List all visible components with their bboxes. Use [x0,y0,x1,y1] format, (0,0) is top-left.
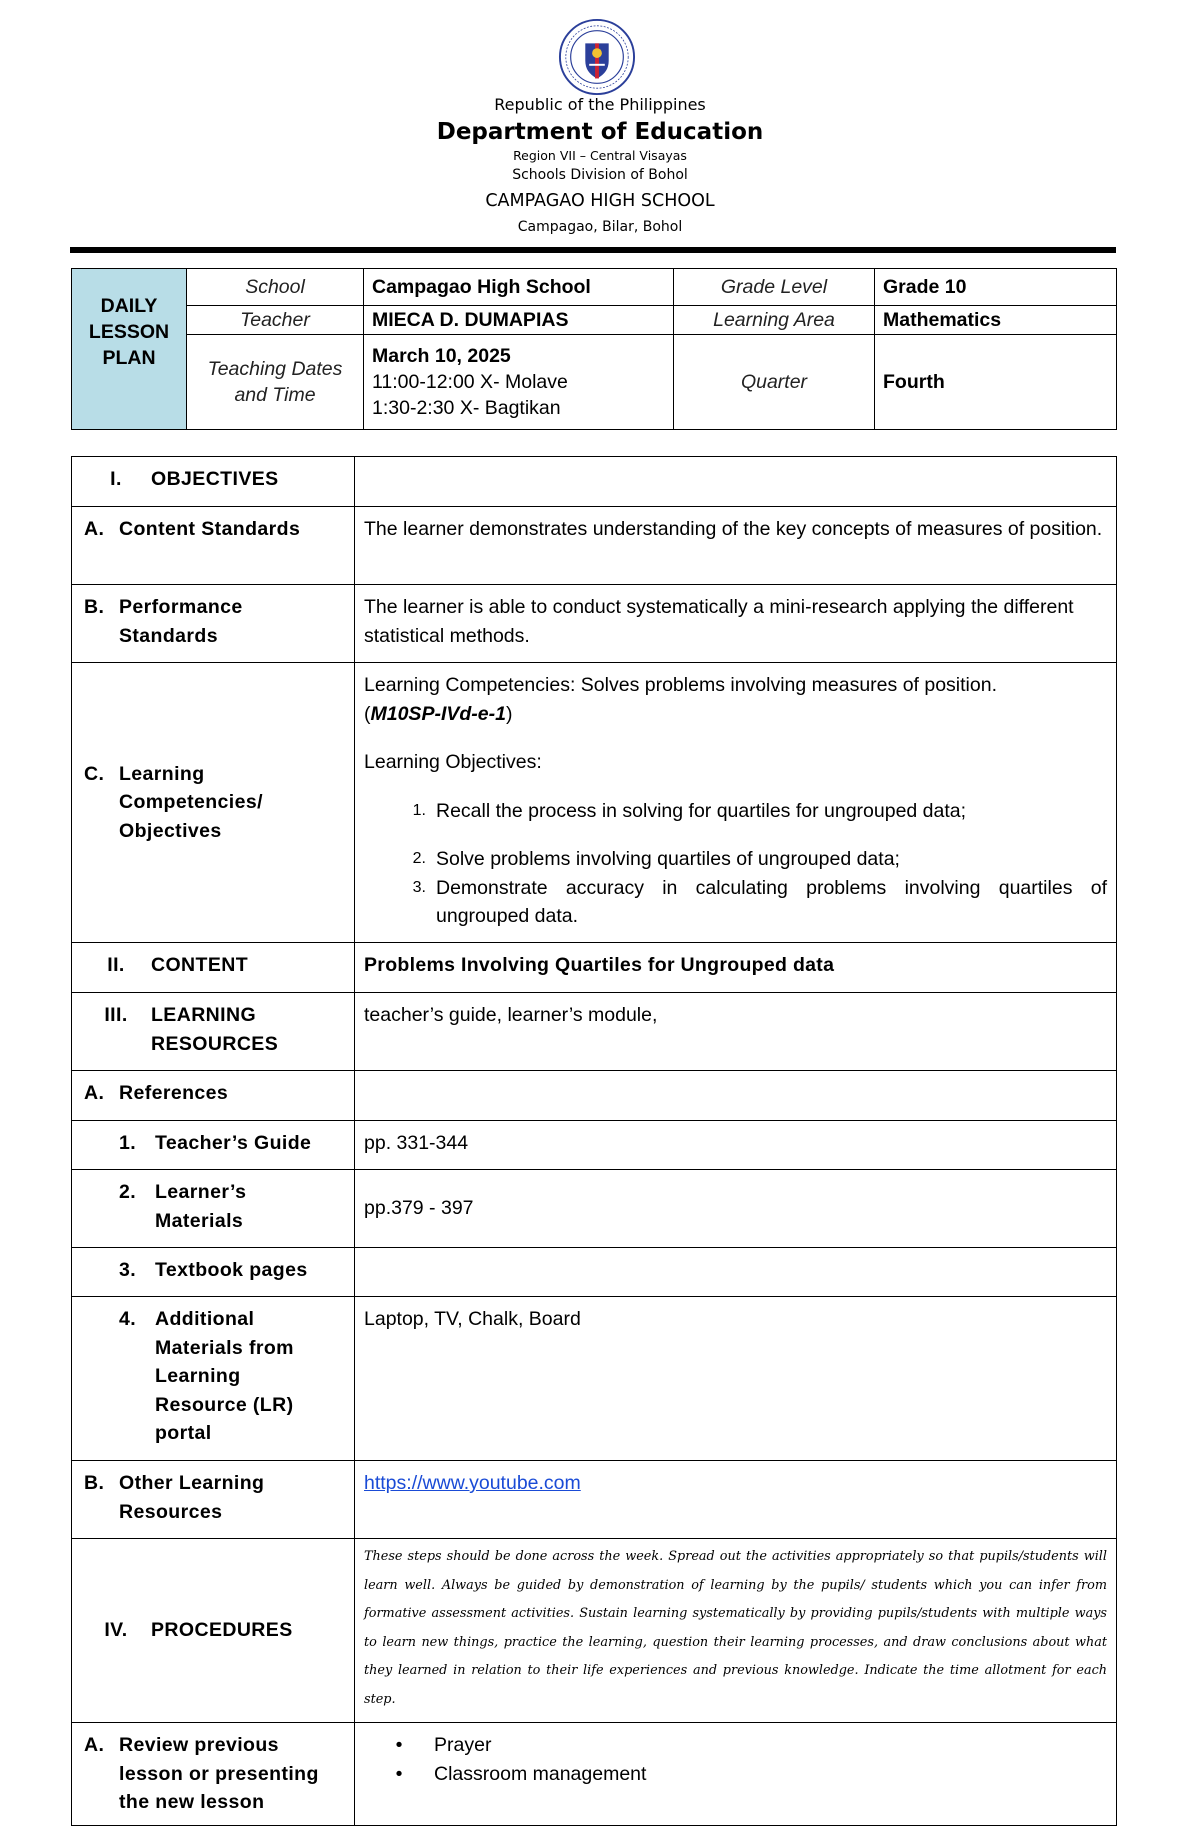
competencies-value [355,663,1117,943]
objective-number: 1. [412,801,426,819]
section-label: Teacher’s Guide [155,1132,312,1154]
objective-item [364,845,1107,874]
additional-materials-value: Laptop, TV, Chalk, Board [355,1297,1117,1461]
section-number: 3. [119,1259,137,1281]
section-label-line: Other Learning [119,1472,265,1494]
dlp-title-line: DAILY [100,295,158,317]
division-line: Schools Division of Bohol [512,167,688,183]
learning-area-value: Mathematics [875,306,1117,335]
learners-materials-heading [72,1170,355,1248]
code-open: ( [364,702,371,725]
objective-number: 2. [412,850,426,867]
section-label-line: Learning [119,762,205,785]
content-standards-heading [72,507,355,585]
school-value: Campagao High School [364,269,674,306]
objectives-heading-text: Learning Objectives: [364,751,542,773]
section-label-line: Additional [155,1308,255,1330]
section-label-line: Learner’s [155,1181,247,1203]
objective-text: Solve problems involving quartiles of ungrouped data; [436,848,900,870]
school-address: Campagao, Bilar, Bohol [517,219,683,235]
grade-level-value: Grade 10 [875,269,1117,306]
grade-level-label: Grade Level [674,269,875,306]
lesson-plan-table [71,456,1117,1826]
objective-text: Recall the process in solving for quartiles for ungrouped data; [436,799,967,822]
table-row [72,457,1117,507]
section-number: B. [84,596,105,618]
quarter-label: Quarter [674,335,875,430]
dlp-title-line: LESSON [88,321,170,343]
content-standards-value: The learner demonstrates understanding of the key concepts of measures of position. [355,507,1117,585]
table-row [72,1121,1117,1170]
dlp-title-line: PLAN [102,347,156,369]
section-label-line: Resource (LR) [155,1393,294,1416]
section-label-line: Standards [119,624,218,647]
section-label-line: lesson or presenting [119,1762,319,1785]
table-row [72,1297,1117,1461]
other-resources-heading [72,1461,355,1539]
list-item-text: Prayer [434,1734,492,1756]
section-label-line: Competencies/ [119,791,263,814]
learners-materials-value: pp.379 - 397 [355,1170,1117,1248]
section-label-line: Review previous [119,1734,279,1756]
references-heading [72,1071,355,1121]
teaching-dates-label [187,335,364,430]
procedures-heading [72,1539,355,1723]
content-value: Problems Involving Quartiles for Ungrouped data [355,943,1117,993]
table-row [72,663,1117,943]
objective-text: Demonstrate accuracy in calculating problems involving quartiles of ungrouped data. [436,876,1107,927]
section-label-line: Materials from [155,1336,294,1359]
section-label-line: portal [155,1422,212,1444]
section-label: CONTENT [151,954,249,976]
list-item [364,1760,1107,1789]
additional-materials-heading [72,1297,355,1461]
learning-resources-heading [72,993,355,1071]
objective-item [364,874,1107,931]
section-label-line: RESOURCES [151,1032,279,1055]
list-item-text: Classroom management [434,1762,647,1785]
lesson-info-table [71,268,1117,430]
textbook-pages-value [355,1248,1117,1297]
other-resources-value [355,1461,1117,1539]
list-item [364,1731,1107,1760]
review-heading [72,1723,355,1826]
table-row [72,1071,1117,1121]
section-label: PROCEDURES [151,1619,293,1642]
table-row [72,993,1117,1071]
section-label-line: the new lesson [119,1791,265,1813]
section-label-line: Resources [119,1500,223,1523]
learning-area-label: Learning Area [674,306,875,335]
dlp-title-cell [72,269,187,430]
teaching-dates-value [364,335,674,430]
teaching-dates-label-line: Teaching Dates [207,358,343,380]
table-row [72,1170,1117,1248]
deped-seal-icon [558,18,636,96]
section-label: References [119,1082,229,1104]
teacher-label: Teacher [187,306,364,335]
school-label: School [187,269,364,306]
section-number: A. [84,1734,105,1756]
textbook-pages-heading [72,1248,355,1297]
table-row [72,507,1117,585]
section-label-line: Objectives [119,819,222,842]
objectives-value [355,457,1117,507]
section-number: IV. [104,1619,128,1642]
quarter-value: Fourth [875,335,1117,430]
section-number: B. [84,1472,105,1494]
lesson-time: 1:30-2:30 X- Bagtikan [372,397,561,419]
table-row [72,943,1117,993]
section-number: III. [104,1004,128,1026]
section-label: OBJECTIVES [151,468,279,490]
table-row [72,1248,1117,1297]
section-label-line: LEARNING [151,1004,257,1026]
republic-line: Republic of the Philippines [494,95,706,114]
objectives-heading [72,457,355,507]
section-number: I. [110,468,122,490]
competencies-heading [72,663,355,943]
department-name: Department of Education [436,119,764,145]
table-row [72,1723,1117,1826]
teaching-dates-label-line: and Time [234,384,316,406]
bullet-icon: • [395,1734,403,1756]
section-label-line: Learning [155,1365,241,1387]
section-number: 4. [119,1308,137,1330]
objective-item [364,797,1107,826]
competency-code: M10SP-IVd-e-1 [370,702,506,725]
learning-resources-value: teacher’s guide, learner’s module, [355,993,1117,1071]
review-list [364,1731,1107,1788]
section-number: A. [84,518,105,540]
lesson-time: 11:00-12:00 X- Molave [372,371,568,393]
section-number: C. [84,762,105,785]
performance-standards-value: The learner is able to conduct systematically a mini-research applying the different statistical methods. [355,585,1117,663]
section-label-line: Materials [155,1209,244,1232]
section-number: 2. [119,1181,137,1203]
bullet-icon: • [395,1762,403,1785]
code-close: ) [505,702,513,725]
content-heading [72,943,355,993]
teachers-guide-heading [72,1121,355,1170]
lesson-date: March 10, 2025 [372,345,511,367]
teacher-value: MIECA D. DUMAPIAS [364,306,674,335]
table-row [72,1539,1117,1723]
header-rule [70,247,1116,253]
teachers-guide-value: pp. 331-344 [355,1121,1117,1170]
section-label-line: Performance [119,596,243,618]
competency-text: Learning Competencies: Solves problems involving measures of position. [364,674,997,696]
section-number: II. [107,954,125,976]
procedures-note: These steps should be done across the week. Spread out the activities appropriately so that pupils/students will learn well. Always be guided by demonstration of learning by the pupils/ students which you can infer from formative assessment activities. Sustain learning systematically by providing pupils/students with multiple ways to learn new things, practice the learning, question their learning processes, and draw conclusions about what they learned in relation to their life experiences and previous knowledge. Indicate the time allotment for each step. [355,1539,1117,1723]
objectives-list [364,797,1107,931]
section-number: 1. [119,1132,137,1154]
table-row [72,1461,1117,1539]
school-name: CAMPAGAO HIGH SCHOOL [485,191,715,211]
section-label: Textbook pages [155,1259,308,1281]
performance-standards-heading [72,585,355,663]
objective-number: 3. [412,878,426,896]
references-value [355,1071,1117,1121]
section-number: A. [84,1082,105,1104]
review-value [355,1723,1117,1826]
youtube-link[interactable]: https://www.youtube.com [364,1472,581,1494]
table-row [72,585,1117,663]
section-label: Content Standards [119,518,301,540]
region-line: Region VII – Central Visayas [513,148,687,163]
